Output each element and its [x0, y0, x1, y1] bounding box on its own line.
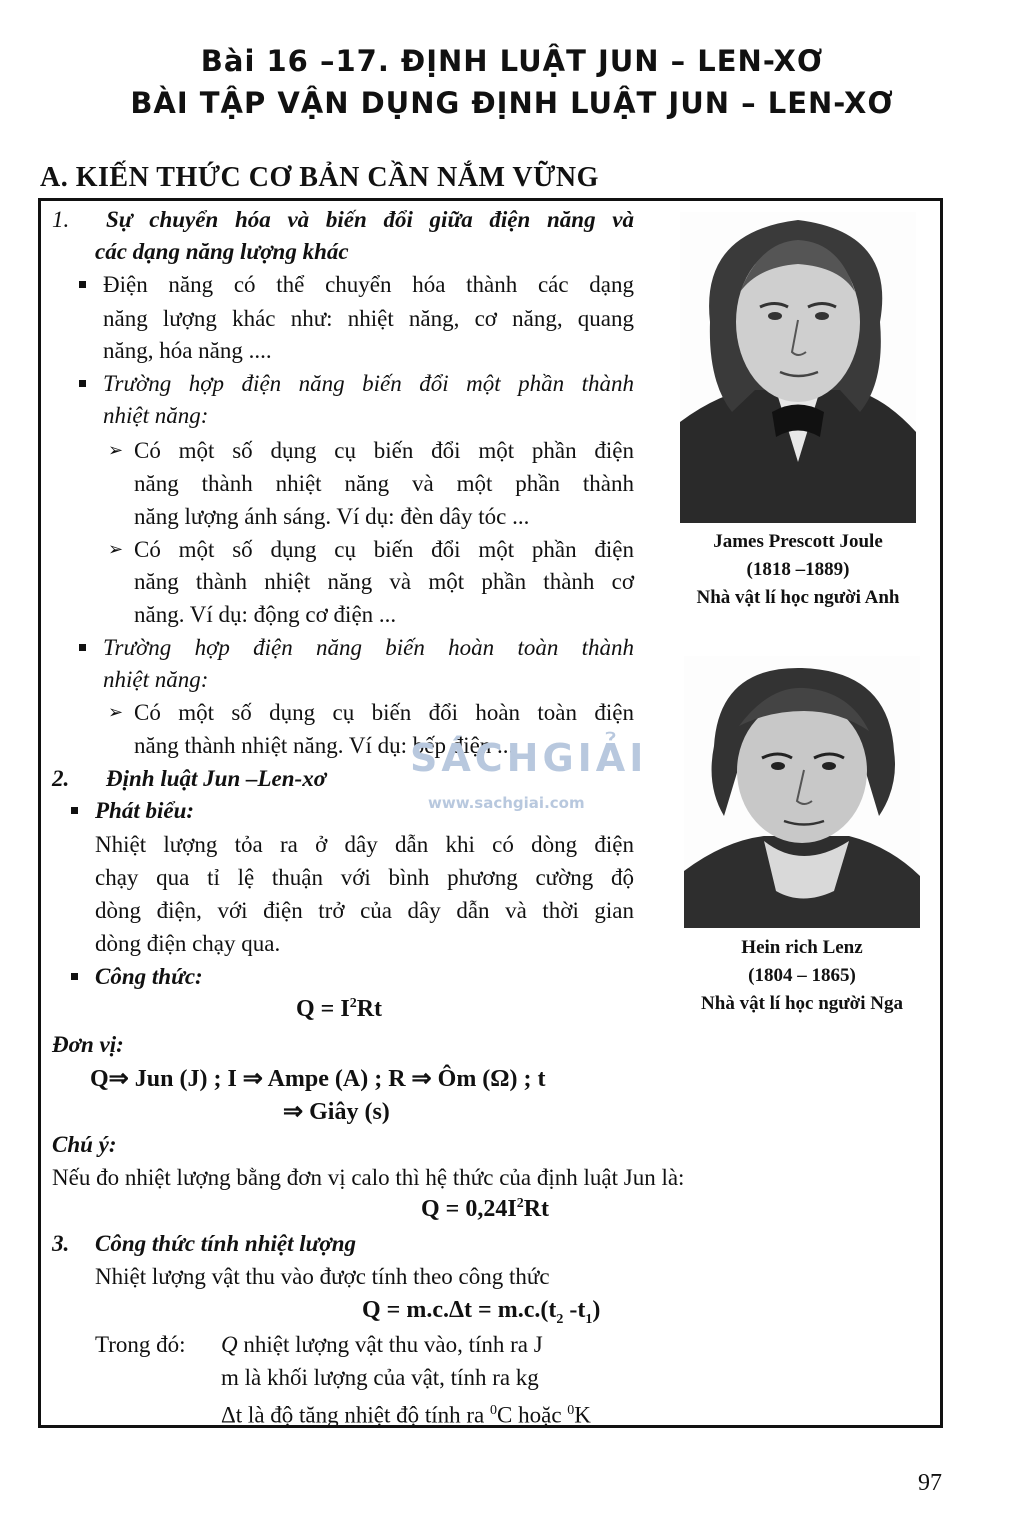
arrow-bullet-icon: ➢ — [108, 539, 124, 560]
watermark-url: www.sachgiai.com — [428, 794, 585, 812]
bullet-3-line-2: nhiệt năng: — [103, 667, 209, 692]
joule-caption — [668, 528, 928, 612]
definition-m: m là khối lượng của vật, tính ra kg — [221, 1365, 539, 1390]
joule-name: James Prescott Joule — [713, 531, 883, 552]
law-line-1: Nhiệt lượng tỏa ra ở dây dẫn khi có dòng điện — [95, 832, 634, 857]
joule-description: Nhà vật lí học người Anh — [696, 587, 900, 608]
s1-heading-1: Sự chuyển hóa và biến đổi giữa điện năng và — [106, 207, 634, 232]
lesson-title: Bài 16 –17. ĐỊNH LUẬT JUN – LEN-XƠ — [200, 44, 824, 78]
lenz-portrait — [684, 656, 920, 928]
joule-law-formula: $Q = I^2Rt$ — [296, 996, 383, 1022]
chu-y-label: Chú ý: — [52, 1132, 117, 1157]
joule-portrait — [680, 212, 916, 523]
bullet-1-line-1: Điện năng có thể chuyển hóa thành các dạng — [103, 270, 634, 300]
bullet-1-line-3: năng, hóa năng .... — [103, 338, 272, 363]
trong-do-label: Trong đó: — [95, 1332, 186, 1357]
lenz-caption — [672, 934, 932, 1018]
arrow-bullet-icon: ➢ — [108, 440, 124, 461]
law-line-2: chạy qua tỉ lệ thuận với bình phương cường độ — [95, 865, 634, 890]
s3-intro: Nhiệt lượng vật thu vào được tính theo công thức — [95, 1264, 550, 1289]
calorie-note: Nếu đo nhiệt lượng bằng đơn vị calo thì hệ thức của định luật Jun là: — [52, 1165, 685, 1190]
don-vi-label: Đơn vị: — [52, 1032, 124, 1057]
s2-heading: Định luật Jun –Len-xơ — [106, 766, 327, 791]
arrow-1-line-1: Có một số dụng cụ biến đổi một phần điện — [134, 438, 634, 463]
arrow-2-line-3: năng. Ví dụ: động cơ điện ... — [134, 602, 397, 627]
lenz-years: (1804 – 1865) — [748, 965, 856, 986]
section-a-heading: A. KIẾN THỨC CƠ BẢN CẦN NẮM VỮNG — [40, 162, 599, 193]
s3-number: 3. — [52, 1231, 70, 1256]
heat-formula: $Q = m.c.\Delta t = m.c.(t_2$ $-t_1$) — [362, 1297, 601, 1327]
bullet-3-line-1: Trường hợp điện năng biến hoàn toàn thành — [103, 633, 634, 663]
arrow-3-line-1: Có một số dụng cụ biến đổi hoàn toàn điện — [134, 700, 634, 725]
cong-thuc-label: Công thức: — [95, 962, 203, 992]
s3-heading: Công thức tính nhiệt lượng — [95, 1231, 357, 1256]
lenz-name: Hein rich Lenz — [741, 937, 863, 958]
s1-number: 1. — [52, 207, 70, 232]
lesson-subtitle: BÀI TẬP VẬN DỤNG ĐỊNH LUẬT JUN – LEN-XƠ — [130, 86, 894, 120]
bullet-1-line-2: năng lượng khác như: nhiệt năng, cơ năng, quang — [103, 306, 634, 331]
bullet-2-line-1: Trường hợp điện năng biến đổi một phần thành — [103, 369, 634, 399]
page-number: 97 — [918, 1470, 942, 1496]
definition-q: Q nhiệt lượng vật thu vào, tính ra J — [221, 1332, 543, 1357]
joule-years: (1818 –1889) — [746, 559, 850, 580]
units-line-2: ⇒ Giây (s) — [283, 1099, 390, 1125]
arrow-bullet-icon: ➢ — [108, 702, 124, 723]
bullet-2-line-2: nhiệt năng: — [103, 403, 209, 428]
arrow-2-line-2: năng thành nhiệt năng và một phần thành cơ — [134, 569, 634, 594]
s2-number: 2. — [52, 766, 70, 791]
arrow-1-line-3: năng lượng ánh sáng. Ví dụ: đèn dây tóc ... — [134, 504, 530, 529]
definition-dt: Δt là độ tăng nhiệt độ tính ra $^0$C hoặc $^0$K — [221, 1402, 591, 1428]
s1-heading-2: các dạng năng lượng khác — [95, 239, 349, 264]
law-line-4: dòng điện chạy qua. — [95, 931, 281, 956]
calorie-formula: $Q = 0,24I^2Rt$ — [421, 1196, 550, 1222]
units-line-1: Q⇒ Jun (J) ; I ⇒ Ampe (A) ; R ⇒ Ôm (Ω) ; t — [90, 1066, 546, 1092]
watermark-brand: SÁCHGIẢI — [410, 736, 648, 780]
arrow-3-line-2: năng thành nhiệt năng. Ví dụ: bếp điện ... — [134, 733, 515, 758]
arrow-1-line-2: năng thành nhiệt năng và một phần thành — [134, 471, 634, 496]
lenz-description: Nhà vật lí học người Nga — [701, 993, 903, 1014]
arrow-2-line-1: Có một số dụng cụ biến đổi một phần điện — [134, 537, 634, 562]
phat-bieu-label: Phát biểu: — [95, 796, 194, 826]
law-line-3: dòng điện, với điện trở của dây dẫn và thời gian — [95, 898, 634, 923]
